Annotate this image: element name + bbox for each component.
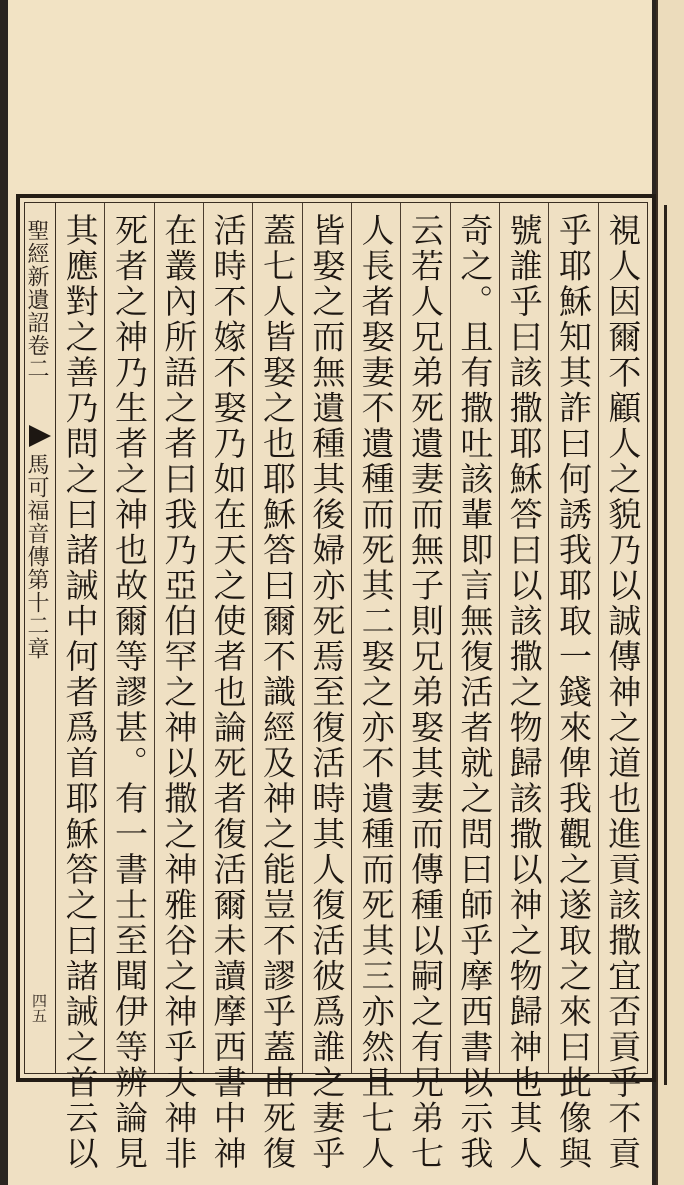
column-rule (548, 203, 549, 1073)
text-column: 活時不嫁不娶乃如在天之使者也論死者復活爾未讀摩西書中神 (208, 213, 248, 1172)
column-rule (598, 203, 599, 1073)
chapter-title: 馬可福音傳第十二章 (24, 453, 49, 660)
text-column: 云若人兄弟死遺妻而無子則兄弟娶其妻而傳種以嗣之有兄弟七 (406, 213, 445, 1172)
text-column: 奇之。且有撒吐該輩即言無復活者就之問曰師乎摩西書以示我 (455, 213, 495, 1172)
column-rule (154, 203, 155, 1073)
text-column: 死者之神乃生者之神也故爾等謬甚。有一書士至聞伊等辨論見 (110, 213, 149, 1172)
column-rule (104, 203, 105, 1073)
fish-tail-mark (29, 425, 51, 447)
column-rule (203, 203, 204, 1073)
page-top-margin (8, 0, 652, 190)
column-rule (450, 203, 451, 1073)
column-rule (400, 203, 401, 1073)
text-column: 視人因爾不顧人之貌乃以誠傳神之道也進貢該撒宜否貢乎不貢 (603, 213, 643, 1172)
running-head: 聖經新遺詔卷二 (24, 219, 49, 380)
column-rule (499, 203, 500, 1073)
folio-number: 四五 (30, 993, 48, 1023)
text-column: 乎耶穌知其詐曰何誘我耶取一錢來俾我觀之遂取之來曰此像與 (554, 213, 593, 1172)
text-frame (16, 194, 656, 1172)
text-column: 號誰乎曰該撒耶穌答曰以該撒之物歸該撒以神之物歸神也其人 (504, 213, 544, 1172)
margin-strip (25, 203, 56, 1073)
text-frame-inner (24, 202, 648, 1172)
text-column: 人長者娶妻不遺種而死其二娶之亦不遺種而死其三亦然且七人 (356, 213, 396, 1172)
column-rule (252, 203, 253, 1073)
text-column: 皆娶之而無遺種其後婦亦死焉至復活時其人復活彼爲誰之妻乎 (307, 213, 347, 1172)
column-rule (302, 203, 303, 1073)
text-column: 在叢內所語之者曰我乃亞伯罕之神以撒之神雅谷之神乎夫神非 (159, 213, 199, 1172)
next-page-rule (664, 205, 667, 1085)
column-rule (351, 203, 352, 1073)
text-column: 其應對之善乃問之曰諸誡中何者爲首耶穌答之曰諸誡之首云以 (60, 213, 100, 1172)
text-column: 蓋七人皆娶之也耶穌答曰爾不識經及神之能豈不謬乎蓋由死復 (258, 213, 297, 1172)
next-page-edge (656, 0, 684, 1185)
book-page (8, 0, 652, 1185)
